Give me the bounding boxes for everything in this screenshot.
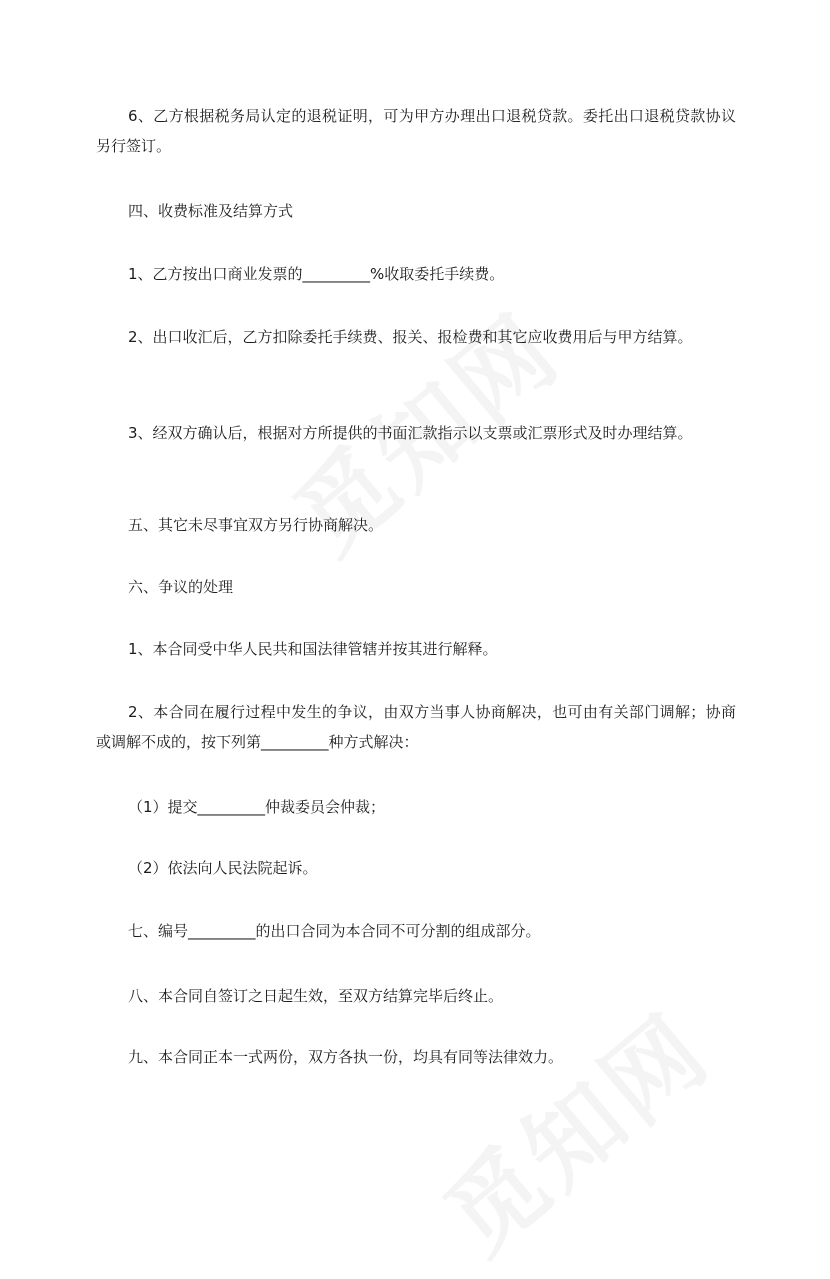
paragraph-arbitration-option: （1）提交_________仲裁委员会仲裁；	[128, 798, 386, 816]
watermark-logo	[412, 978, 734, 1279]
paragraph-copies: 九、本合同正本一式两份，双方各执一份，均具有同等法律效力。	[128, 1048, 564, 1066]
paragraph-contract-number: 七、编号_________的出口合同为本合同不可分割的组成部分。	[128, 922, 541, 940]
section-heading-other-matters: 五、其它未尽事宜双方另行协商解决。	[128, 516, 384, 534]
section-heading-disputes: 六、争议的处理	[128, 578, 234, 596]
paragraph-court-option: （2）依法向人民法院起诉。	[128, 859, 318, 877]
paragraph-commission-rate: 1、乙方按出口商业发票的_________%收取委托手续费。	[128, 265, 505, 283]
paragraph-settlement-after-receipt: 2、出口收汇后，乙方扣除委托手续费、报关、报检费和其它应收费用后与甲方结算。	[128, 328, 693, 346]
paragraph-settlement-confirmation: 3、经双方确认后，根据对方所提供的书面汇款指示以支票或汇票形式及时办理结算。	[128, 424, 693, 442]
section-heading-fees: 四、收费标准及结算方式	[128, 202, 294, 220]
paragraph-effective-date: 八、本合同自签订之日起生效，至双方结算完毕后终止。	[128, 987, 504, 1005]
paragraph-dispute-resolution: 2、本合同在履行过程中发生的争议，由双方当事人协商解决，也可由有关部门调解；协商或调解不成的，按下列第_________种方式解决：	[96, 703, 736, 751]
paragraph-export-tax-refund: 6、乙方根据税务局认定的退税证明，可为甲方办理出口退税贷款。委托出口退税贷款协议另行签订。	[96, 107, 736, 155]
paragraph-governing-law: 1、本合同受中华人民共和国法律管辖并按其进行解释。	[128, 640, 498, 658]
